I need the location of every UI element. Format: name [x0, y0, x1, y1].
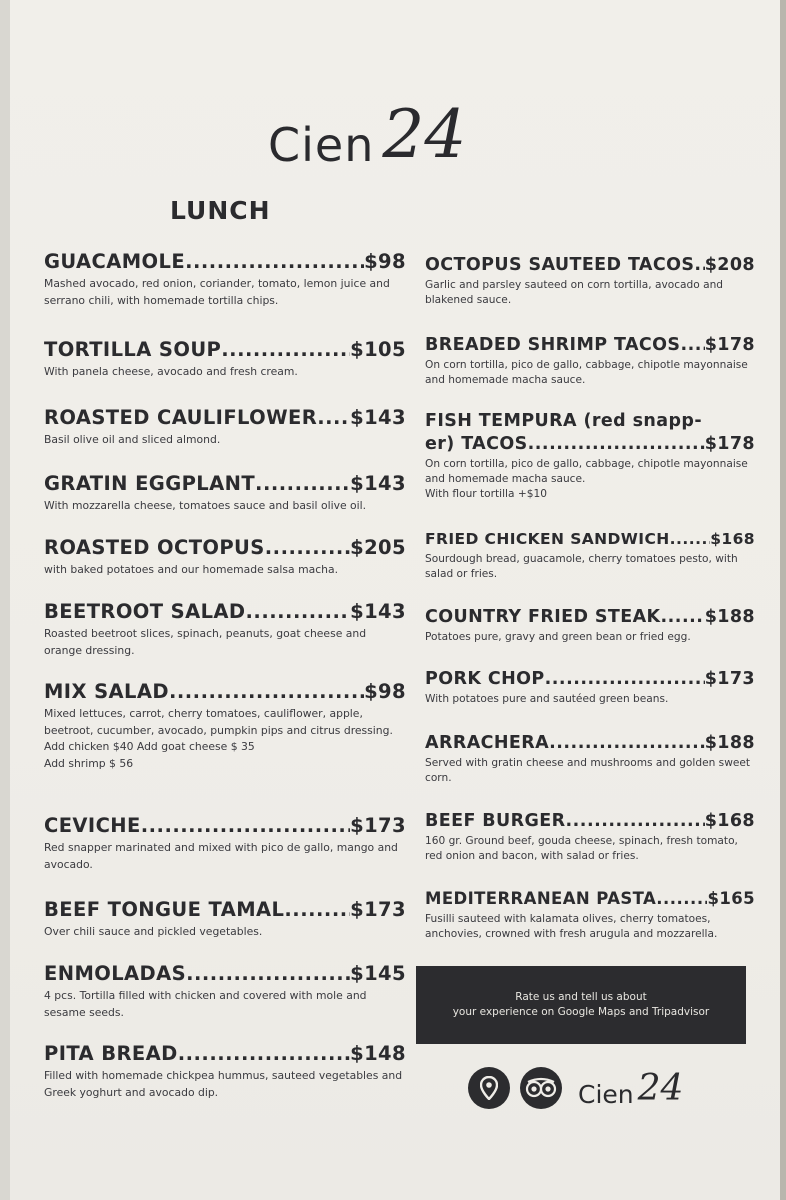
item-description: Mashed avocado, red onion, coriander, tomato, lemon juice and serrano chili, with homemade tortilla chips.	[44, 277, 390, 307]
leader-dots	[169, 680, 364, 704]
item-name: ARRACHERA	[425, 733, 550, 753]
leader-dots	[566, 810, 705, 832]
menu-item	[425, 254, 755, 308]
item-description: with baked potatoes and our homemade salsa macha.	[44, 563, 339, 576]
leader-dots	[265, 536, 350, 560]
item-price: $173	[704, 669, 755, 689]
menu-item	[44, 962, 406, 1021]
banner-line-1: Rate us and tell us about	[515, 991, 647, 1003]
item-price: $205	[350, 536, 406, 559]
item-price: $173	[350, 898, 406, 921]
leader-dots	[284, 898, 350, 922]
item-price: $178	[704, 335, 755, 355]
item-addon: Add shrimp $ 56	[44, 756, 134, 770]
item-addon: Add chicken $40 Add goat cheese $ 35	[44, 740, 255, 753]
item-description: Potatoes pure, gravy and green bean or fried egg.	[425, 631, 691, 643]
item-name: BEEF BURGER	[425, 811, 566, 831]
leader-dots	[255, 472, 350, 496]
brand-word: Cien	[268, 118, 375, 172]
item-description: Mixed lettuces, carrot, cherry tomatoes, cauliflower, apple, beetroot, cucumber, avocado, pumpkin pips and citrus dressing.	[44, 707, 393, 737]
item-description: Garlic and parsley sauteed on corn tortilla, avocado and blakened sauce.	[425, 279, 724, 306]
review-banner	[416, 966, 746, 1044]
item-description: Roasted beetroot slices, spinach, peanuts, goat cheese and orange dressing.	[44, 627, 367, 657]
leader-dots	[656, 888, 707, 910]
item-price: $188	[704, 607, 755, 627]
item-price: $98	[364, 680, 406, 703]
item-description: Over chili sauce and pickled vegetables.	[44, 925, 263, 938]
tripadvisor-owl-icon[interactable]	[520, 1067, 562, 1109]
item-description: Fusilli sauteed with kalamata olives, cherry tomatoes, anchovies, crowned with fresh arugula and mozzarella.	[425, 913, 718, 940]
item-name: ROASTED CAULIFLOWER	[44, 406, 318, 429]
menu-item	[425, 668, 755, 707]
item-description: 4 pcs. Tortilla filled with chicken and covered with mole and sesame seeds.	[44, 989, 367, 1019]
item-name: COUNTRY FRIED STEAK	[425, 607, 661, 627]
page-edge	[780, 0, 786, 1200]
item-name: MIX SALAD	[44, 680, 169, 703]
menu-item	[44, 600, 406, 659]
leader-dots	[661, 606, 705, 628]
item-name: MEDITERRANEAN PASTA	[425, 889, 657, 908]
item-name: ENMOLADAS	[44, 962, 187, 985]
item-name: BREADED SHRIMP TACOS	[425, 335, 681, 355]
menu-item	[425, 528, 755, 582]
leader-dots	[670, 528, 711, 550]
item-name: CEVICHE	[44, 814, 141, 837]
item-name: BEEF TONGUE TAMAL	[44, 898, 285, 921]
menu-item	[44, 680, 406, 772]
menu-item	[425, 606, 755, 645]
map-pin-icon[interactable]	[468, 1067, 510, 1109]
item-price: $105	[350, 338, 406, 361]
item-price: $143	[350, 406, 406, 429]
leader-dots	[185, 250, 364, 274]
item-price: $143	[350, 472, 406, 495]
leader-dots	[221, 338, 350, 362]
item-description: Red snapper marinated and mixed with pico de gallo, mango and avocado.	[44, 841, 398, 871]
item-name-line1: FISH TEMPURA (red snapp-	[425, 411, 702, 431]
leader-dots	[141, 814, 350, 838]
menu-item	[44, 338, 406, 381]
leader-dots	[528, 433, 705, 455]
footer-brand-word: Cien	[578, 1079, 634, 1109]
footer-brand-number: 24	[637, 1067, 684, 1109]
item-name: FRIED CHICKEN SANDWICH	[425, 530, 670, 548]
leader-dots	[317, 406, 350, 430]
leader-dots	[186, 962, 350, 986]
item-description: With panela cheese, avocado and fresh cream.	[44, 365, 298, 378]
item-name: PITA BREAD	[44, 1042, 178, 1065]
brand-number: 24	[382, 96, 467, 173]
item-description: 160 gr. Ground beef, gouda cheese, spinach, fresh tomato, red onion and bacon, with salad or fries.	[425, 835, 738, 862]
item-price: $98	[364, 250, 406, 273]
item-name: BEETROOT SALAD	[44, 600, 246, 623]
item-name: PORK CHOP	[425, 669, 545, 689]
item-addon: With flour tortilla +$10	[425, 488, 547, 500]
item-name: TORTILLA SOUP	[44, 338, 222, 361]
item-description: With mozzarella cheese, tomatoes sauce and basil olive oil.	[44, 499, 367, 512]
menu-item	[44, 536, 406, 579]
menu-item	[425, 888, 755, 942]
leader-dots	[694, 254, 704, 276]
item-name: er) TACOS	[425, 434, 528, 454]
menu-item	[425, 810, 755, 864]
item-name: GRATIN EGGPLANT	[44, 472, 256, 495]
item-description: Filled with homemade chickpea hummus, sauteed vegetables and Greek yoghurt and avocado dip.	[44, 1069, 403, 1099]
leader-dots	[246, 600, 351, 624]
leader-dots	[545, 668, 705, 690]
item-price: $148	[350, 1042, 406, 1065]
leader-dots	[549, 732, 705, 754]
item-price: $178	[704, 434, 755, 454]
item-description: On corn tortilla, pico de gallo, cabbage, chipotle mayonnaise and homemade macha sauce.	[425, 359, 748, 386]
footer-brand-logo	[578, 1068, 683, 1109]
item-price: $145	[350, 962, 406, 985]
item-description: Sourdough bread, guacamole, cherry tomatoes pesto, with salad or fries.	[425, 553, 738, 580]
footer	[468, 1066, 683, 1110]
item-name: OCTOPUS SAUTEED TACOS	[425, 255, 695, 275]
item-price: $168	[704, 811, 755, 831]
menu-item	[44, 472, 406, 515]
menu-item	[44, 898, 406, 941]
leader-dots	[178, 1042, 350, 1066]
item-name: GUACAMOLE	[44, 250, 186, 273]
leader-dots	[680, 334, 704, 356]
item-price: $173	[350, 814, 406, 837]
item-description: Basil olive oil and sliced almond.	[44, 433, 221, 446]
item-price: $165	[707, 889, 755, 908]
menu-item	[425, 732, 755, 786]
item-description: Served with gratin cheese and mushrooms and golden sweet corn.	[425, 757, 751, 784]
section-title: LUNCH	[170, 196, 271, 225]
item-description: On corn tortilla, pico de gallo, cabbage, chipotle mayonnaise and homemade macha sauce.	[425, 458, 748, 485]
menu-page	[10, 0, 780, 1200]
item-price: $143	[350, 600, 406, 623]
menu-item	[44, 1042, 406, 1101]
item-price: $188	[704, 733, 755, 753]
banner-line-2: your experience on Google Maps and Tripadvisor	[452, 1006, 710, 1018]
item-price: $208	[704, 255, 755, 275]
item-name: ROASTED OCTOPUS	[44, 536, 265, 559]
item-description: With potatoes pure and sautéed green beans.	[425, 693, 669, 705]
menu-item	[425, 334, 755, 388]
menu-item	[44, 250, 406, 309]
menu-item	[44, 406, 406, 449]
menu-item	[44, 814, 406, 873]
item-price: $168	[710, 530, 755, 548]
brand-logo	[268, 88, 467, 173]
menu-item	[425, 410, 755, 502]
